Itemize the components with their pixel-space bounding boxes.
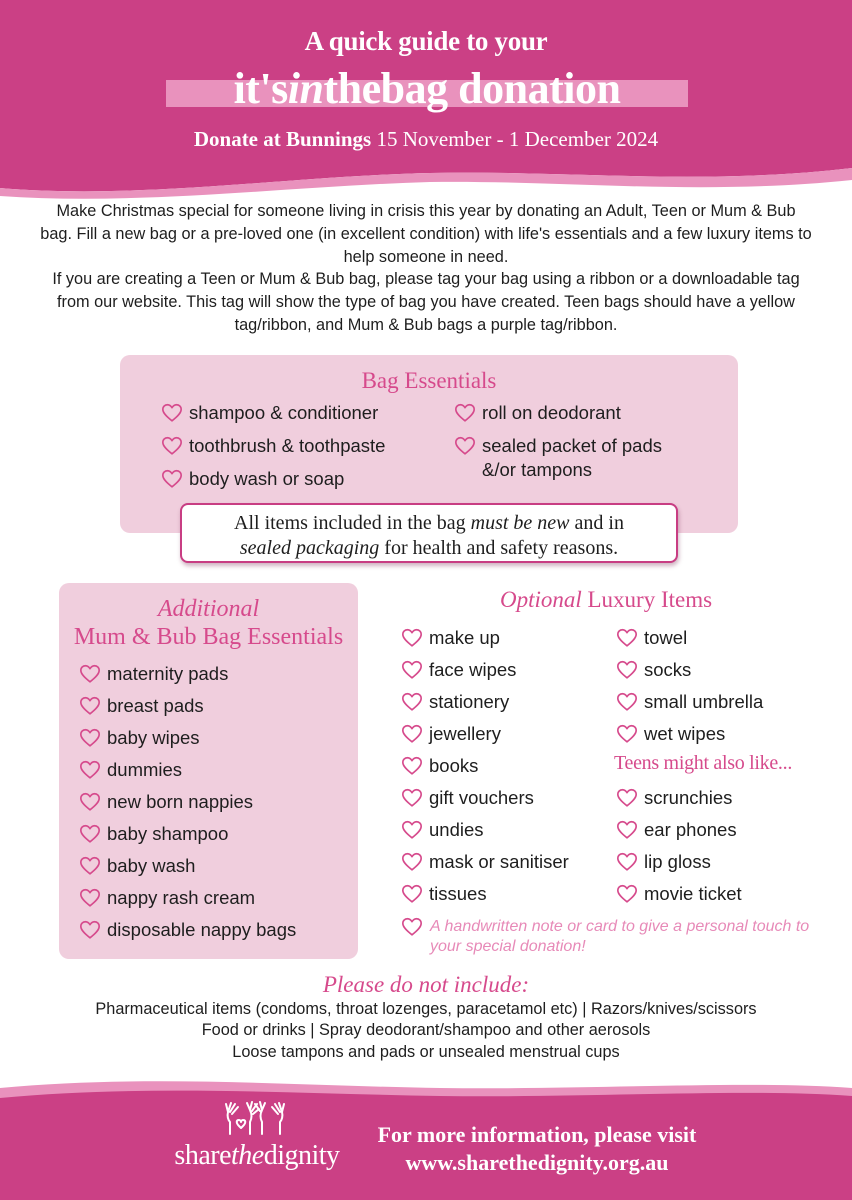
bag-essentials-title: Bag Essentials (361, 368, 497, 393)
do-not-include-line-2: Food or drinks | Spray deodorant/shampoo and other aerosols (201, 1021, 651, 1039)
list-item: nappy rash cream (79, 886, 255, 910)
list-item: scrunchies (616, 786, 732, 810)
heart-icon (79, 663, 101, 685)
heart-icon (401, 851, 423, 873)
list-item: disposable nappy bags (79, 918, 296, 942)
teens-title: Teens might also like... (614, 752, 793, 774)
list-item: toothbrush & toothpaste (161, 434, 385, 458)
heart-icon (79, 727, 101, 749)
heart-icon (161, 435, 183, 457)
heart-icon (161, 402, 183, 424)
list-item: make up (401, 626, 500, 650)
intro-paragraph-1: Make Christmas special for someone living in crisis this year by donating an Adult, Teen or Mum & Bub bag. Fill a new bag or a pre-loved one (in excellent condition) with life's essentials and a few luxury items to help someone in need. (40, 202, 812, 266)
heart-icon (616, 723, 638, 745)
heart-icon (161, 468, 183, 490)
mum-bub-title-line2: Mum & Bub Bag Essentials (73, 624, 344, 650)
heart-icon (454, 402, 476, 424)
share-the-dignity-logo-text: sharethedignity (174, 1140, 340, 1171)
list-item: wet wipes (616, 722, 725, 746)
do-not-include-line-1: Pharmaceutical items (condoms, throat lozenges, paracetamol etc) | Razors/knives/scissors (95, 1000, 757, 1018)
donate-line (0, 127, 852, 152)
heart-icon (79, 695, 101, 717)
heart-icon (401, 691, 423, 713)
list-item: body wash or soap (161, 467, 344, 491)
heart-icon (616, 883, 638, 905)
heart-icon (79, 791, 101, 813)
donate-dates: 15 November - 1 December 2024 (371, 127, 659, 151)
heart-icon (401, 916, 423, 938)
heart-icon (79, 823, 101, 845)
must-be-new: must be new (470, 512, 570, 534)
share-the-dignity-logo-icon (222, 1100, 288, 1136)
heart-icon (616, 627, 638, 649)
heart-icon (401, 883, 423, 905)
list-item: breast pads (79, 694, 204, 718)
heart-icon (401, 659, 423, 681)
list-item: books (401, 754, 478, 778)
brand-prefix: it's (233, 64, 288, 113)
luxury-items-title: Optional Luxury Items (499, 587, 713, 612)
intro-paragraph-2: If you are creating a Teen or Mum & Bub bag, please tag your bag using a ribbon or a downloadable tag from our website. This tag will show the type of bag you have created. Teen bags should have a yellow tag/ribbon, and Mum & Bub bags a purple tag/ribbon. (52, 270, 800, 334)
heart-icon (616, 851, 638, 873)
list-item: undies (401, 818, 484, 842)
list-item: movie ticket (616, 882, 742, 906)
list-item: maternity pads (79, 662, 228, 686)
do-not-include-line-3: Loose tampons and pads or unsealed menstrual cups (232, 1043, 620, 1061)
list-item: baby wipes (79, 726, 200, 750)
list-item: stationery (401, 690, 509, 714)
list-item: baby wash (79, 854, 195, 878)
new-items-notice: All items included in the bag must be new and in sealed packaging for health and safety reasons. (180, 503, 678, 563)
heart-icon (401, 819, 423, 841)
list-item: gift vouchers (401, 786, 534, 810)
guide-title: A quick guide to your (304, 26, 548, 56)
list-item: shampoo & conditioner (161, 401, 378, 425)
heart-icon (616, 787, 638, 809)
list-item: tissues (401, 882, 487, 906)
heart-icon (79, 887, 101, 909)
sealed-packaging: sealed packaging (239, 537, 380, 559)
list-item: new born nappies (79, 790, 253, 814)
more-info-text: For more information, please visit (377, 1122, 697, 1147)
list-item: face wipes (401, 658, 516, 682)
heart-icon (454, 435, 476, 457)
list-item: towel (616, 626, 687, 650)
list-item-continuation: &/or tampons (482, 459, 593, 480)
list-item: lip gloss (616, 850, 711, 874)
list-item: dummies (79, 758, 182, 782)
heart-icon (616, 691, 638, 713)
list-item: jewellery (401, 722, 501, 746)
brand-suffix: thebag donation (323, 64, 621, 113)
heart-icon (616, 819, 638, 841)
list-item: mask or sanitiser (401, 850, 569, 874)
heart-icon (401, 723, 423, 745)
heart-icon (401, 787, 423, 809)
heart-icon (79, 919, 101, 941)
list-item: socks (616, 658, 691, 682)
heart-icon (401, 627, 423, 649)
website-link[interactable]: www.sharethedignity.org.au (405, 1150, 669, 1175)
campaign-brand (166, 64, 688, 113)
list-item: sealed packet of pads (454, 434, 662, 458)
list-item: baby shampoo (79, 822, 228, 846)
list-item: small umbrella (616, 690, 763, 714)
heart-icon (401, 755, 423, 777)
list-item: ear phones (616, 818, 737, 842)
mum-bub-title-line1: Additional (157, 596, 260, 622)
list-item: roll on deodorant (454, 401, 621, 425)
donate-location: Donate at Bunnings (193, 127, 372, 151)
brand-in: in (287, 64, 324, 113)
do-not-include-title: Please do not include: (322, 972, 530, 997)
heart-icon (616, 659, 638, 681)
heart-icon (79, 759, 101, 781)
heart-icon (79, 855, 101, 877)
handwritten-note-tip: A handwritten note or card to give a personal touch to your special donation! (430, 918, 810, 955)
